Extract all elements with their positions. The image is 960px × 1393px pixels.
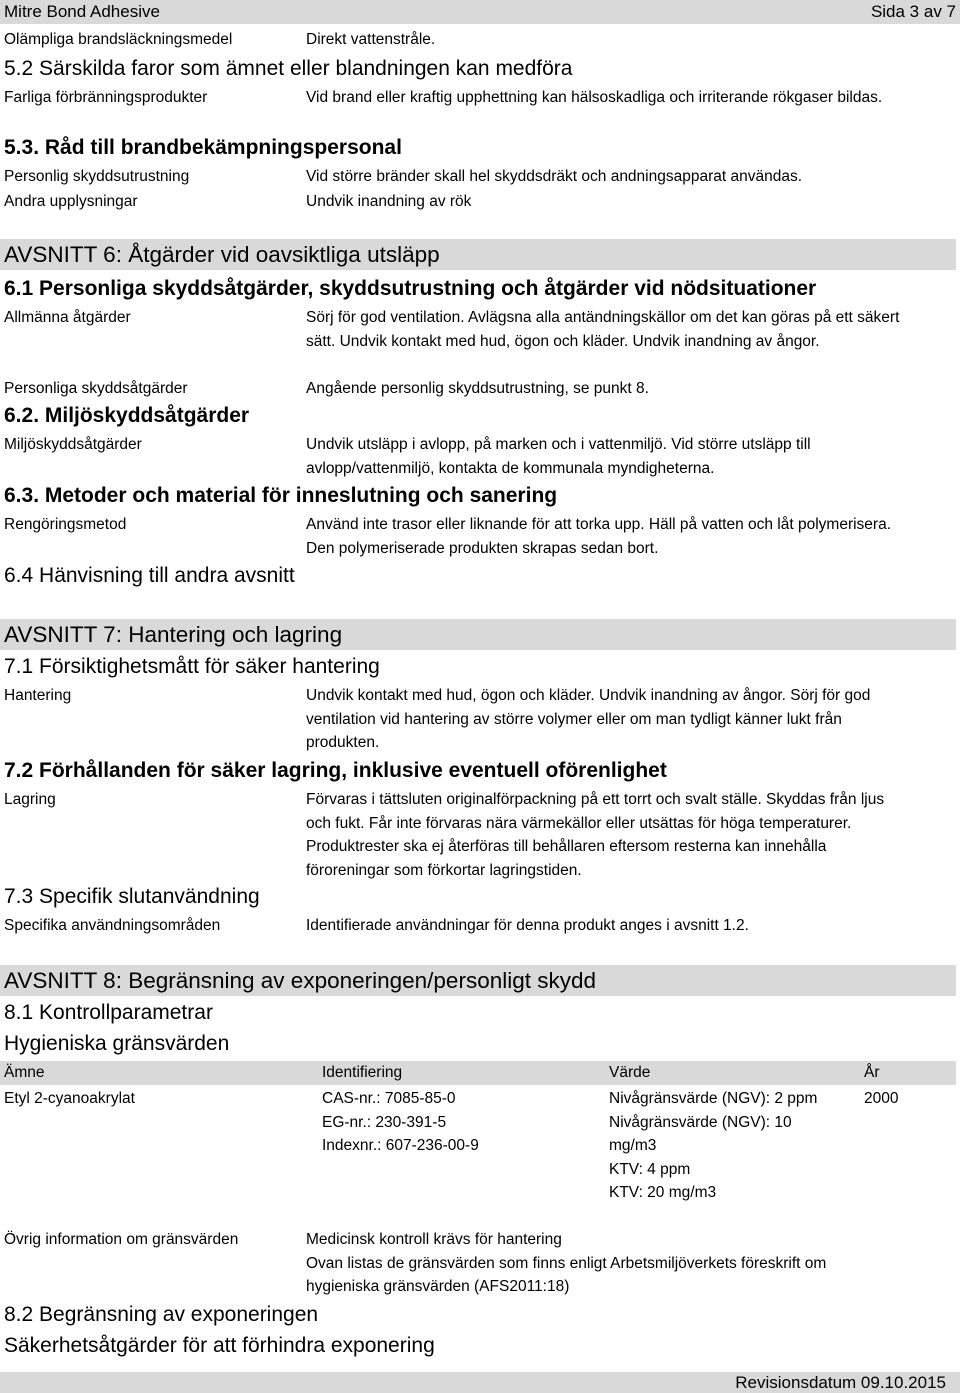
other-info-row — [4, 190, 954, 214]
row-value: Identifierade användningar för denna produkt anges i avsnitt 1.2. — [306, 917, 749, 934]
page-footer — [0, 1372, 960, 1393]
row-label: Miljöskyddsåtgärder — [4, 436, 142, 453]
product-name: Mitre Bond Adhesive — [4, 2, 160, 21]
info-line: Ovan listas de gränsvärden som finns enligt Arbetsmiljöverkets föreskrift om — [306, 1254, 827, 1272]
row-value: Vid brand eller kraftig upphettning kan hälsoskadliga och irriterande rökgaser bildas. — [306, 89, 883, 106]
row-value: Undvik inandning av rök — [306, 193, 472, 210]
subheading-8-2: 8.2 Begränsning av exponeringen — [4, 1303, 319, 1326]
row-label: Lagring — [4, 791, 56, 808]
row-label: Hantering — [4, 687, 72, 704]
section-8-heading — [0, 965, 956, 996]
handling-row — [4, 684, 954, 756]
row-label: Övrig information om gränsvärden — [4, 1231, 239, 1248]
eg-number: EG-nr.: 230-391-5 — [322, 1113, 447, 1131]
row-value: Undvik kontakt med hud, ögon och kläder. Undvik inandning av ångor. Sörj för god ventilation vid hantering av större volymer eller om man tydligt känner lukt från produkten. — [306, 687, 871, 751]
end-use-row — [4, 914, 954, 938]
subheading-5-3: 5.3. Råd till brandbekämpningspersonal — [4, 136, 402, 159]
environment-row — [4, 433, 954, 481]
subheading-6-4: 6.4 Hänvisning till andra avsnitt — [4, 564, 295, 587]
row-value: Undvik utsläpp i avlopp, på marken och i vattenmiljö. Vid större utsläpp till avlopp/vattenmiljö, kontakta de kommunala myndigheterna. — [306, 436, 811, 477]
row-label: Allmänna åtgärder — [4, 309, 131, 326]
row-value: Förvaras i tättsluten originalförpackning på ett torrt och svalt ställe. Skyddas från ljus och fukt. Får inte förvaras nära värmekällor eller utsättas för höga temperaturer. Produktrester ska ej återföras till behållaren eftersom resterna kan innehålla föroreningar som förkortar lagringstiden. — [306, 791, 885, 879]
section-6-heading — [0, 239, 956, 270]
row-label: Rengöringsmetod — [4, 516, 127, 533]
row-label: Andra upplysningar — [4, 193, 138, 210]
page-header — [0, 0, 960, 24]
subheading-5-2: 5.2 Särskilda faror som ämnet eller blandningen kan medföra — [4, 57, 573, 80]
other-limit-info-row — [4, 1228, 954, 1300]
row-label: Farliga förbränningsprodukter — [4, 89, 208, 106]
revision-date: Revisionsdatum 09.10.2015 — [735, 1373, 946, 1392]
subheading-6-1: 6.1 Personliga skyddsåtgärder, skyddsutrustning och åtgärder vid nödsituationer — [4, 277, 817, 300]
section-title: AVSNITT 8: Begränsning av exponeringen/personligt skydd — [4, 968, 597, 993]
col-identification: Identifiering — [322, 1064, 403, 1081]
row-value: Sörj för god ventilation. Avlägsna alla antändningskällor om det kan göras på ett säkert sätt. Undvik kontakt med hud, ögon och kläder. Undvik inandning av ångor. — [306, 309, 900, 350]
value-line: Nivågränsvärde (NGV): 2 ppm — [609, 1090, 818, 1107]
row-label: Personliga skyddsåtgärder — [4, 380, 188, 397]
protective-equipment-row — [4, 165, 954, 189]
personal-measures-row — [4, 377, 954, 401]
info-line: Medicinsk kontroll krävs för hantering — [306, 1231, 562, 1248]
cleaning-row — [4, 513, 954, 561]
year-cell: 2000 — [864, 1090, 899, 1107]
extinguishing-row — [4, 28, 954, 52]
hazard-row — [4, 86, 954, 134]
cas-number: CAS-nr.: 7085-85-0 — [322, 1090, 456, 1107]
identification-cell — [322, 1087, 592, 1158]
substance-cell: Etyl 2-cyanoakrylat — [4, 1090, 135, 1107]
subheading-7-2: 7.2 Förhållanden för säker lagring, inklusive eventuell oförenlighet — [4, 759, 667, 782]
storage-row — [4, 788, 954, 884]
row-label: Personlig skyddsutrustning — [4, 168, 190, 185]
col-year: År — [864, 1064, 880, 1081]
subheading-7-3: 7.3 Specifik slutanvändning — [4, 885, 260, 908]
value-line: KTV: 4 ppm — [609, 1160, 691, 1178]
row-value: Använd inte trasor eller liknande för att torka upp. Häll på vatten och låt polymerisera. Den polymeriserade produkten skrapas sedan bort. — [306, 516, 892, 557]
col-value: Värde — [609, 1064, 651, 1081]
hygiene-limits-heading: Hygieniska gränsvärden — [4, 1032, 230, 1055]
value-line: mg/m3 — [609, 1137, 657, 1154]
row-value — [306, 1228, 956, 1299]
row-value: Angående personlig skyddsutrustning, se punkt 8. — [306, 380, 649, 397]
general-measures-row — [4, 306, 954, 378]
row-label: Olämpliga brandsläckningsmedel — [4, 31, 233, 48]
section-title: AVSNITT 6: Åtgärder vid oavsiktliga utsläpp — [4, 242, 440, 267]
col-substance: Ämne — [4, 1064, 45, 1081]
row-label: Specifika användningsområden — [4, 917, 221, 934]
subheading-6-2: 6.2. Miljöskyddsåtgärder — [4, 404, 250, 427]
section-title: AVSNITT 7: Hantering och lagring — [4, 622, 343, 647]
value-cell — [609, 1087, 859, 1205]
info-line: hygieniska gränsvärden (AFS2011:18) — [306, 1278, 570, 1295]
safety-measures-heading: Säkerhetsåtgärder för att förhindra exponering — [4, 1334, 435, 1357]
section-7-heading — [0, 619, 956, 650]
value-line: Nivågränsvärde (NGV): 10 — [609, 1113, 792, 1131]
page-number: Sida 3 av 7 — [870, 2, 956, 21]
subheading-7-1: 7.1 Försiktighetsmått för säker hantering — [4, 655, 380, 678]
row-value: Direkt vattenstråle. — [306, 31, 436, 48]
limits-table-header — [0, 1061, 956, 1085]
subheading-8-1: 8.1 Kontrollparametrar — [4, 1001, 213, 1024]
subheading-6-3: 6.3. Metoder och material för inneslutning och sanering — [4, 484, 558, 507]
value-line: KTV: 20 mg/m3 — [609, 1184, 717, 1201]
index-number: Indexnr.: 607-236-00-9 — [322, 1137, 479, 1154]
row-value: Vid större bränder skall hel skyddsdräkt och andningsapparat användas. — [306, 168, 803, 185]
